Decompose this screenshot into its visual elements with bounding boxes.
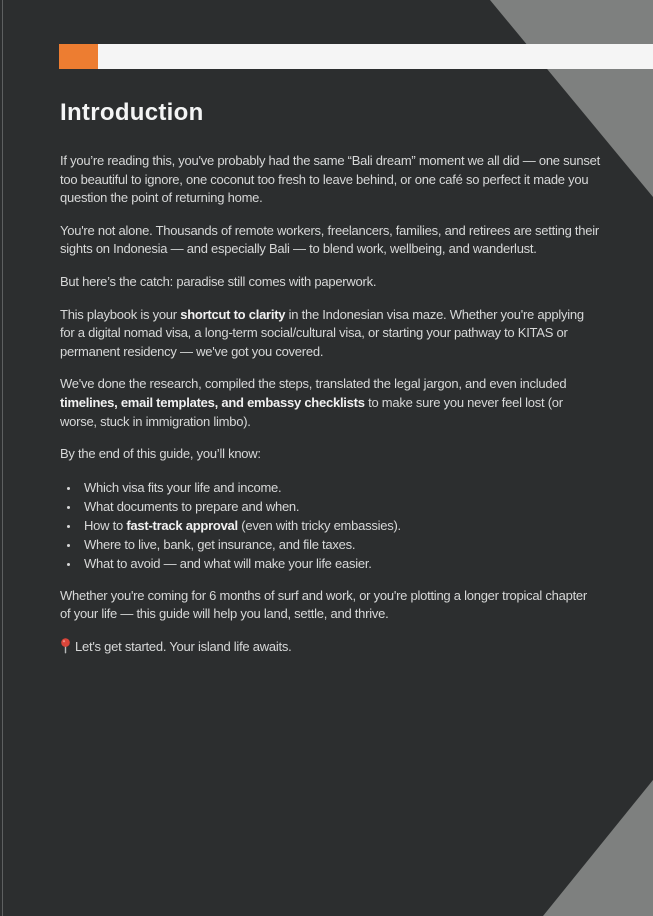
content-area — [60, 99, 600, 671]
corner-triangle-bottom-right — [543, 780, 653, 916]
page-edge-line — [2, 0, 3, 916]
paragraph — [60, 587, 600, 624]
text-run: Where to live, bank, get insurance, and file taxes. — [84, 536, 356, 552]
bold-text: fast-track approval — [126, 517, 238, 533]
text-run: What documents to prepare and when. — [84, 498, 300, 514]
text-run: Whether you're coming for 6 months of surf and work, or you're plotting a longer tropical chapter of your life — this guide will help you land, settle, and thrive. — [60, 587, 587, 622]
text-run: in the Indonesian visa maze. Whether you're applying for a digital nomad visa, a long-term social/cultural visa, or starting your pathway to KITAS or permanent residency — we've got you covered. — [60, 306, 584, 359]
text-run: But here’s the catch: paradise still comes with paperwork. — [60, 273, 377, 289]
paragraph — [60, 445, 600, 464]
text-run: We've done the research, compiled the steps, translated the legal jargon, and even included — [60, 376, 567, 392]
pushpin-icon — [60, 638, 71, 654]
text-run: This playbook is your — [60, 306, 181, 322]
text-run: By the end of this guide, you’ll know: — [60, 446, 261, 462]
paragraph — [60, 222, 600, 259]
paragraph — [60, 375, 600, 431]
list-item — [80, 535, 600, 554]
paragraph — [60, 306, 600, 362]
text-run: to make sure you never feel lost (or worse, stuck in immigration limbo). — [60, 394, 563, 429]
text-run: What to avoid — and what will make your life easier. — [84, 555, 372, 571]
bold-text: timelines, email templates, and embassy checklists — [60, 394, 365, 410]
text-run: Let's get started. Your island life awaits. — [75, 638, 292, 654]
header-bar — [59, 44, 653, 69]
paragraph — [60, 152, 600, 208]
text-run: If you’re reading this, you've probably had the same “Bali dream” moment we all did — one sunset too beautiful to ignore, one coconut too fresh to leave behind, or one café so perfect it made you question the point of returning home. — [60, 153, 600, 206]
text-run: You're not alone. Thousands of remote workers, freelancers, families, and retirees are setting their sights on Indonesia — and especially Bali — to blend work, wellbeing, and wanderlust. — [60, 222, 599, 257]
text-run: Which visa fits your life and income. — [84, 479, 282, 495]
bold-text: shortcut to clarity — [180, 306, 286, 322]
list-item — [80, 516, 600, 535]
body-blocks — [60, 152, 600, 657]
text-run: (even with tricky embassies). — [237, 517, 401, 533]
list-item — [80, 554, 600, 573]
accent-square — [59, 44, 98, 69]
page-title: Introduction — [60, 99, 204, 126]
bullet-list — [60, 478, 600, 573]
paragraph — [60, 273, 600, 292]
list-item — [80, 478, 600, 497]
list-item — [80, 497, 600, 516]
text-run: How to — [84, 517, 127, 533]
closing-line — [60, 638, 600, 657]
